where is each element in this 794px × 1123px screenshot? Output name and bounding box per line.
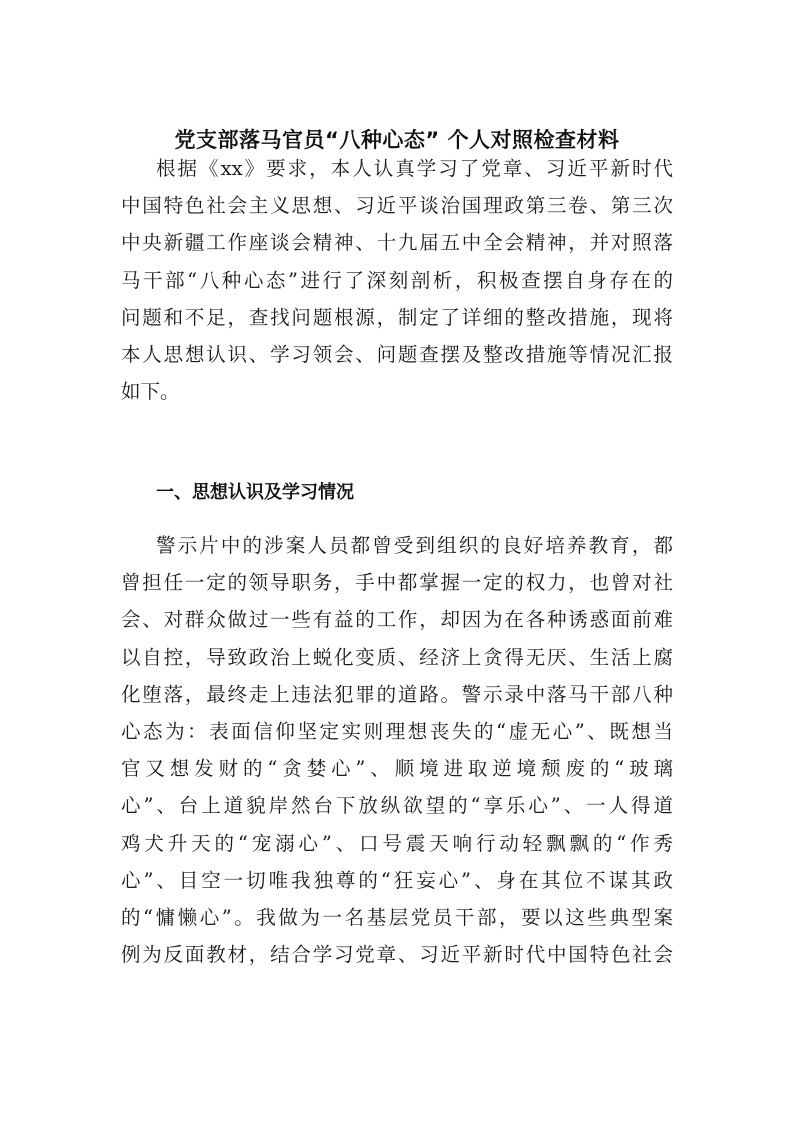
section-paragraph [121,527,673,973]
paragraph-line: 警示片中的涉案人员都曾受到组织的良好培养教育，都 [156,534,673,557]
paragraph-line: 例为反面教材，结合学习党章、习近平新时代中国特色社会 [121,943,673,967]
intro-paragraph [121,150,673,410]
paragraph-line: 心态为：表面信仰坚定实则理想丧失的“虚无心”、既想当 [121,719,673,743]
paragraph-line: 曾担任一定的领导职务，手中都掌握一定的权力，也曾对社 [121,571,673,595]
paragraph-line: 鸡犬升天的“宠溺心”、口号震天响行动轻飘飘的“作秀 [121,831,673,855]
paragraph-line: 官又想发财的“贪婪心”、顺境进取逆境颓废的“玻璃 [121,757,673,781]
paragraph-line: 如下。 [121,380,180,404]
paragraph-line: 心”、目空一切唯我独尊的“狂妄心”、身在其位不谋其政 [121,868,673,892]
paragraph-line: 的“慵懒心”。我做为一名基层党员干部，要以这些典型案 [121,905,673,929]
paragraph-line: 化堕落，最终走上违法犯罪的道路。警示录中落马干部八种 [121,682,673,706]
paragraph-line: 根据《xx》要求，本人认真学习了党章、习近平新时代 [156,157,673,180]
section-heading: 一、思想认识及学习情况 [156,482,354,503]
paragraph-line: 中国特色社会主义思想、习近平谈治国理政第三卷、第三次 [121,194,673,218]
paragraph-line: 问题和不足，查找问题根源，制定了详细的整改措施，现将 [121,305,673,329]
paragraph-line: 本人思想认识、学习领会、问题查摆及整改措施等情况汇报 [121,342,673,366]
document-title: 党支部落马官员“八种心态” 个人对照检查材料 [174,128,620,152]
paragraph-line: 中央新疆工作座谈会精神、十九届五中全会精神，并对照落 [121,231,673,255]
paragraph-line: 马干部“八种心态”进行了深刻剖析，积极查摆自身存在的 [121,268,673,292]
paragraph-line: 心”、台上道貌岸然台下放纵欲望的“享乐心”、一人得道 [121,794,673,818]
paragraph-line: 以自控，导致政治上蜕化变质、经济上贪得无厌、生活上腐 [121,645,673,669]
paragraph-line: 会、对群众做过一些有益的工作，却因为在各种诱惑面前难 [121,608,673,632]
